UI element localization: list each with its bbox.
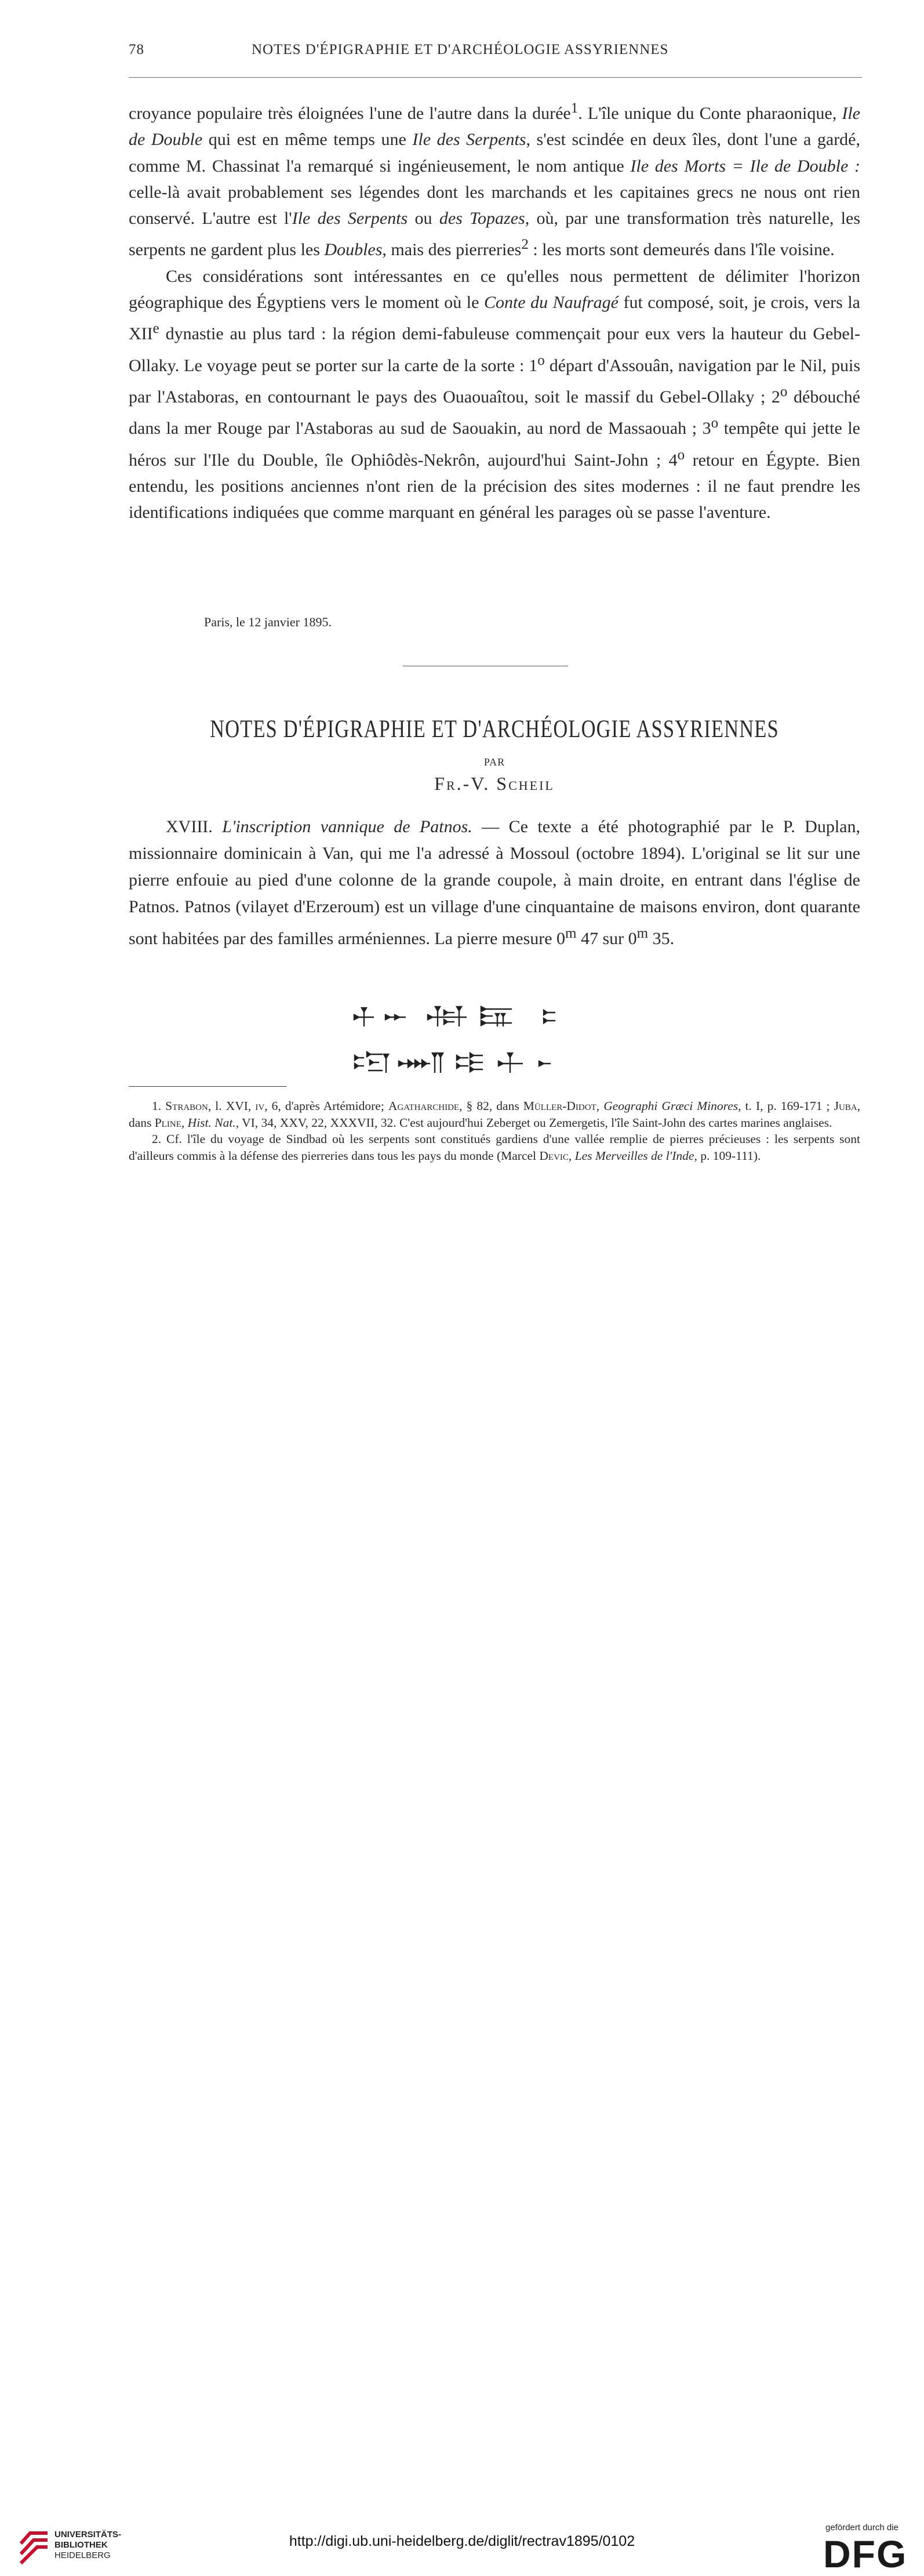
running-title: NOTES D'ÉPIGRAPHIE ET D'ARCHÉOLOGIE ASSYRIENNES: [252, 42, 669, 57]
cuneiform-sign: [499, 1053, 523, 1073]
footnote-rule: [129, 1086, 286, 1087]
paragraph-1: croyance populaire très éloignées l'une de l'autre dans la durée$^1$. L'île unique du Conte pharaonique, Ile de Double qui est en même temps une Ile des Serpents, s'est scindée en deux îles, dont l'une a gardé, comme M. Chassinat l'a remarqué si ingénieusement, le nom antique Ile des Morts = Ile de Double : celle-là avait probablement ses légendes dont les marchands et les capitaines grecs ne nous ont rien conservé. L'autre est l'Ile des Serpents ou des Topazes, où, par une transformation très naturelle, les serpents ne gardent plus les Doubles, mais des pierreries$^2$ : les morts sont demeurés dans l'île voisine.: [129, 100, 861, 260]
cuneiform-sign: [399, 1053, 443, 1073]
library-name: UNIVERSITÄTS- BIBLIOTHEK HEIDELBERG: [54, 2530, 122, 2560]
dateline: Paris, le 12 janvier 1895.: [204, 615, 332, 629]
article-title: NOTES D'ÉPIGRAPHIE ET D'ARCHÉOLOGIE ASSYRIENNES: [210, 716, 779, 743]
cuneiform-sign: [544, 1010, 555, 1023]
page-number: 78: [129, 42, 144, 57]
article-paragraph-1: XVIII. L'inscription vannique de Patnos. — Ce texte a été photographié par le P. Duplan, missionnaire dominicain à Van, qui me l'a adressé à Mossoul (octobre 1894). L'original se lit sur une pierre enfouie au pied d'une colonne de la grande coupole, à main droite, en entrant dans l'église de Patnos. Patnos (vilayet d'Erzeroum) est un village d'une cinquantaine de maisons environ, dont quarante sont habitées par des familles arméniennes. La pierre mesure 0$^m$ 47 sur 0$^m$ 35.: [129, 817, 860, 948]
permalink[interactable]: http://digi.ub.uni-heidelberg.de/diglit/rectrav1895/0102: [289, 2533, 635, 2549]
running-head: [129, 42, 862, 65]
funding-caption: gefördert durch die: [825, 2523, 898, 2533]
book-page: [0, 0, 924, 1258]
article-author: Fr.-V. Scheil: [434, 773, 555, 794]
paragraph-2: Ces considérations sont intéressantes en ce qu'elles nous permettent de délimiter l'horizon géographique des Égyptiens vers le moment où le Conte du Naufragé fut composé, soit, je crois, vers la XIIe dynastie au plus tard : la région demi-fabuleuse commençait pour eux vers la hauteur du Gebel-Ollaky. Le voyage peut se porter sur la carte de la sorte : 1$^o$ départ d'Assouân, navigation par le Nil, puis par l'Astaboras, en contournant le pays des Ouaouaîtou, soit le massif du Gebel-Ollaky ; 2$^o$ débouché dans la mer Rouge par l'Astaboras au sud de Saouakin, au nord de Massaouah ; 3$^o$ tempête qui jette le héros sur l'Ile du Double, île Ophiôdès-Nekrôn, aujourd'hui Saint-John ; 4$^o$ retour en Égypte. Bien entendu, les positions anciennes n'ont rien de la précision des sites modernes : il ne faut prendre les identifications indiquées que comme marquant en général les parages où se passe l'aventure.: [129, 266, 860, 523]
cuneiform-sign: [355, 1052, 388, 1073]
footnote-2: 2. Cf. l'île du voyage de Sindbad où les serpents sont constitués gardiens d'une vallée remplie de pierres précieuses : les serpents sont d'ailleurs commis à la défense des pierreries dans tous les pays du monde (Marcel Devic, Les Merveilles de l'Inde, p. 109-111).: [129, 1132, 860, 1163]
cuneiform-sign: [428, 1007, 467, 1026]
cuneiform-line-2: [0, 1048, 924, 1077]
cuneiform-sign: [481, 1007, 512, 1026]
body-text: [129, 95, 860, 525]
cuneiform-line-1: [0, 1002, 924, 1031]
viewer-footer: [0, 1258, 924, 2575]
cuneiform-sign: [354, 1008, 374, 1026]
cuneiform-sign: [457, 1053, 483, 1072]
footnotes: [129, 1098, 860, 1164]
article-par: PAR: [483, 756, 505, 768]
dfg-logo: DFG: [823, 2533, 908, 2575]
header-rule: [129, 77, 862, 78]
cuneiform-sign: [385, 1015, 406, 1019]
footnote-1: 1. Strabon, l. XVI, iv, 6, d'après Artémidore; Agatharchide, § 82, dans Müller-Didot, Geographi Græci Minores, t. I, p. 169-171 ; Juba, dans Pline, Hist. Nat., VI, 34, XXV, 22, XXXVII, 32. C'est aujourd'hui Zeberget ou Zemergetis, l'île Saint-John des cartes marines anglaises.: [129, 1099, 860, 1130]
cuneiform-sign: [539, 1061, 551, 1066]
article-body: [129, 814, 860, 952]
